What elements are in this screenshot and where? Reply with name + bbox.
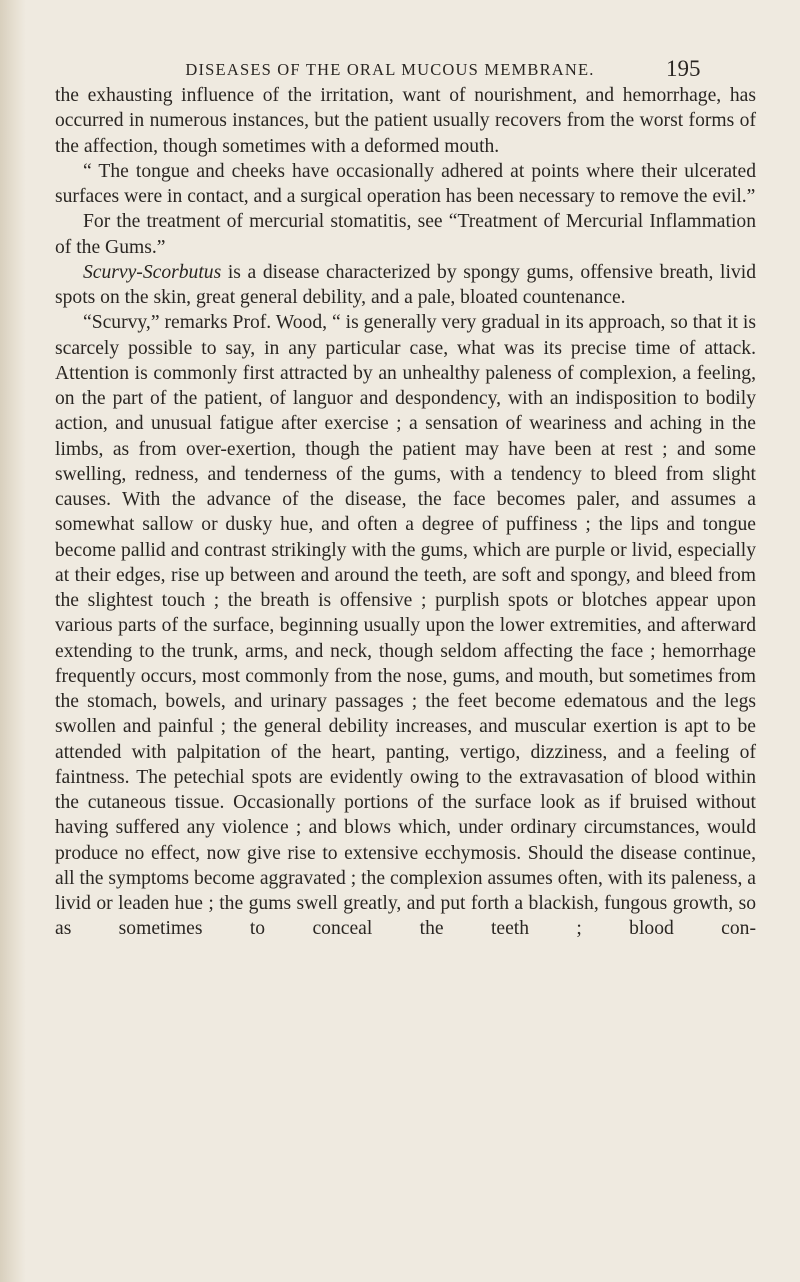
paragraph-scurvy-definition — [55, 260, 756, 311]
page-number: 195 — [666, 56, 701, 81]
paragraph-wood-quote: “Scurvy,” remarks Prof. Wood, “ is generally very gradual in its approach, so that it is scarcely possible to say, in any particular case, what was its precise time of attack. Attention is commonly first attracted by an unhealthy paleness of complexion, a feeling, on the part of the patient, of languor and despondency, with an indisposition to bodily action, and unusual fatigue after exercise ; a sensation of weariness and aching in the limbs, as from over-exertion, though the patient may have been at rest ; and some swelling, redness, and tenderness of the gums, with a tendency to bleed from slight causes. With the advance of the disease, the face becomes paler, and assumes a somewhat sallow or dusky hue, and often a degree of puffiness ; the lips and tongue become pallid and contrast strikingly with the gums, which are purple or livid, especially at their edges, rise up between and around the teeth, are soft and spongy, and bleed from the slightest touch ; the breath is offensive ; purplish spots or blotches appear upon various parts of the surface, beginning usually upon the lower extremities, and afterward extending to the trunk, arms, and neck, though seldom affecting the face ; hemorrhage frequently occurs, most commonly from the nose, gums, and mouth, but sometimes from the stomach, bowels, and urinary passages ; the feet become edematous and the legs swollen and painful ; the general debility increases, and muscular exertion is apt to be attended with palpitation of the heart, panting, vertigo, dizziness, and a feeling of faintness. The petechial spots are evidently owing to the extravasation of blood within the cutaneous tissue. Occasionally portions of the surface look as if bruised without having suffered any violence ; and blows which, under ordinary circumstances, would produce no effect, now give rise to extensive ecchymosis. Should the disease continue, all the symptoms become aggravated ; the complexion assumes often, with its paleness, a livid or leaden hue ; the gums swell greatly, and put forth a blackish, fungous growth, so as sometimes to conceal the teeth ; blood con- — [55, 312, 756, 940]
running-header: DISEASES OF THE ORAL MUCOUS MEMBRANE. — [185, 60, 595, 79]
paragraph-continuation: the exhausting influence of the irritation, want of nourishment, and hemorrhage, has occurred in numerous instances, but the patient usually recovers from the worst forms of the affection, though sometimes with a deformed mouth. — [55, 85, 756, 157]
page-binding-shadow — [0, 0, 26, 1282]
paragraph-quote-tongue: “ The tongue and cheeks have occasionally adhered at points where their ulcerated surfaces were in contact, and a surgical operation has been necessary to remove the evil.” — [55, 160, 756, 207]
scurvy-term: Scurvy-Scorbutus — [83, 261, 222, 283]
paragraph-mercurial-treatment: For the treatment of mercurial stomatitis, see “Treatment of Mercurial Inflammation of the Gums.” — [55, 211, 756, 258]
body-text — [55, 83, 756, 942]
scurvy-definition-text: is a disease characterized by spongy gums, offensive breath, livid spots on the skin, great general debility, and a pale, bloated countenance. — [55, 261, 756, 308]
